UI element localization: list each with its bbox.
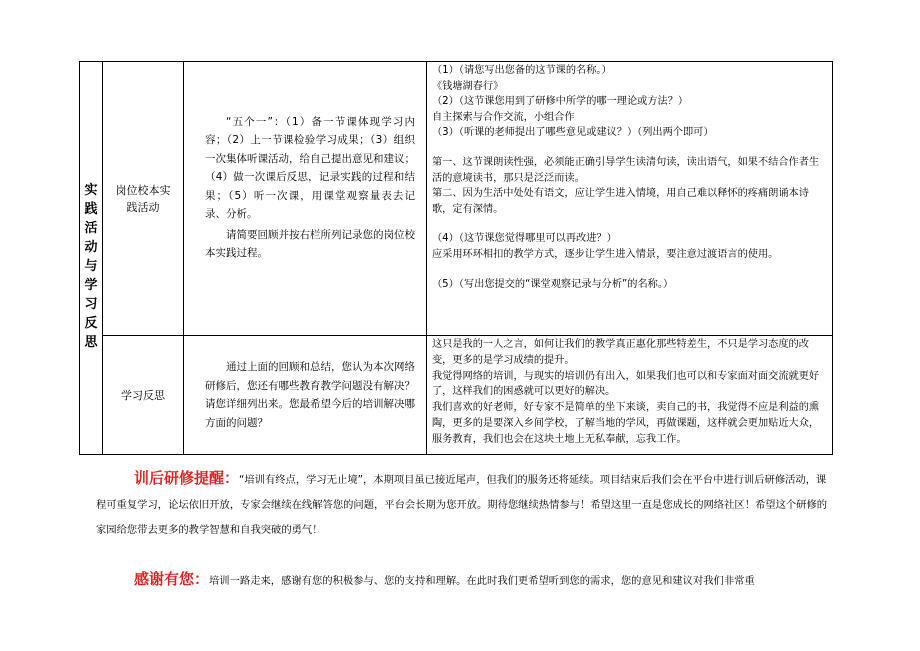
response-line: 我觉得网络的培训，与现实的培训仍有出入，如果我们也可以和专家面对面交流就更好了，这样我们的困惑就可以更好的解决。 — [432, 370, 820, 398]
practice-response — [427, 62, 832, 294]
item-label-practice: 岗位校本实践活动 — [115, 183, 171, 214]
item-cell — [103, 62, 184, 336]
item-label-reflection: 学习反思 — [121, 388, 165, 402]
thanks-text: 培训一路走来，感谢有您的积极参与、您的支持和理解。在此时我们更希望听到您的需求，您的意见和建议对我们非常重 — [209, 575, 755, 587]
response-line: 第二、因为生活中处处有语文，应让学生进入情境，用自己难以释怀的疼痛朗诵本诗歌，定有深情。 — [432, 188, 809, 215]
response-line: （3）（听课的老师提出了哪些意见或建议？）（列出两个即可） — [432, 127, 714, 139]
response-gap — [432, 141, 828, 155]
summary-table — [79, 61, 833, 455]
response-line: 自主探索与合作交流，小组合作 — [432, 111, 575, 123]
description-cell — [184, 62, 427, 336]
description-paragraph: 请简要回顾并按右栏所列记录您的岗位校本实践过程。 — [205, 228, 415, 259]
section-label: 实践活动与学习反思 — [84, 183, 98, 350]
response-gap — [432, 217, 828, 231]
response-line: （5）（写出您提交的“课堂观察记录与分析”的名称。） — [432, 278, 674, 290]
thanks-heading: 感谢有您： — [134, 570, 210, 588]
description-paragraph: 通过上面的回顾和总结，您认为本次网络研修后，您还有哪些教育教学问题没有解决？请您详细列出来。您最希望今后的培训解决哪方面的问题？ — [205, 361, 415, 429]
response-line: 应采用环环相扣的教学方式，逐步让学生进入情景，要注意过渡语言的使用。 — [432, 248, 779, 260]
response-cell — [427, 62, 833, 336]
response-cell — [427, 336, 833, 455]
response-line: 《钱塘湖春行》 — [432, 80, 504, 92]
reflection-response — [427, 336, 832, 450]
reminder-text: “培训有终点，学习无止境”，本期项目虽已接近尾声，但我们的服务还将延续。项目结束后我们会在平台中进行训后研修活动，课程可重复学习，论坛依旧开放，专家会继续在线解答您的问题，平台会长期为您开放。期待您继续热情参与！希望这里一直是您成长的网络社区！希望这个研修的家园给您带去更多的教学智慧和自我突破的勇气！ — [96, 474, 828, 537]
response-line: （2）（这节课您用到了研修中所学的哪一理论或方法？） — [432, 96, 689, 108]
thanks-note — [96, 567, 830, 594]
reflection-description — [184, 358, 426, 432]
response-line: 第一、这节课朗读性强，必须能正确引导学生读清句读，读出语气，如果不结合作者生活的意境读书，那只是泛泛而读。 — [432, 156, 820, 184]
description-cell — [184, 336, 427, 455]
reminder-heading: 训后研修提醒： — [134, 469, 240, 487]
item-cell — [103, 336, 184, 455]
table-row — [80, 336, 833, 455]
response-line: （4）（这节课您觉得哪里可以再改进？） — [432, 233, 617, 245]
description-paragraph: “五个一”：（1）备一节课体现学习内容；（2）上一节课检验学习成果；（3）组织一次集体听课活动，给自己提出意见和建议；（4）做一次课后反思，记录实践的过程和结果；（5）听一次课，用课堂观察量表去记录、分析。 — [205, 115, 415, 220]
response-gap — [432, 263, 828, 277]
practice-description — [184, 113, 426, 285]
response-line: 我们喜欢的好老师，好专家不是简单的坐下来谈，卖自己的书，我觉得不应是利益的熏陶，更多的是要深入乡间学校，了解当地的学风，再做课题，这样就会更加贴近大众，服务教育，我们也会在这块土地上无私奉献，忘我工作。 — [432, 402, 820, 445]
section-cell — [80, 62, 103, 455]
table-row — [80, 62, 833, 336]
post-training-reminder — [96, 466, 830, 544]
response-line: （1）（请您写出您备的这节课的名称。） — [432, 65, 612, 76]
response-line: 这只是我的一人之言，如何让我们的教学真正惠化那些特差生，不只是学习态度的改变，更多的是学习成绩的提升。 — [432, 339, 809, 366]
